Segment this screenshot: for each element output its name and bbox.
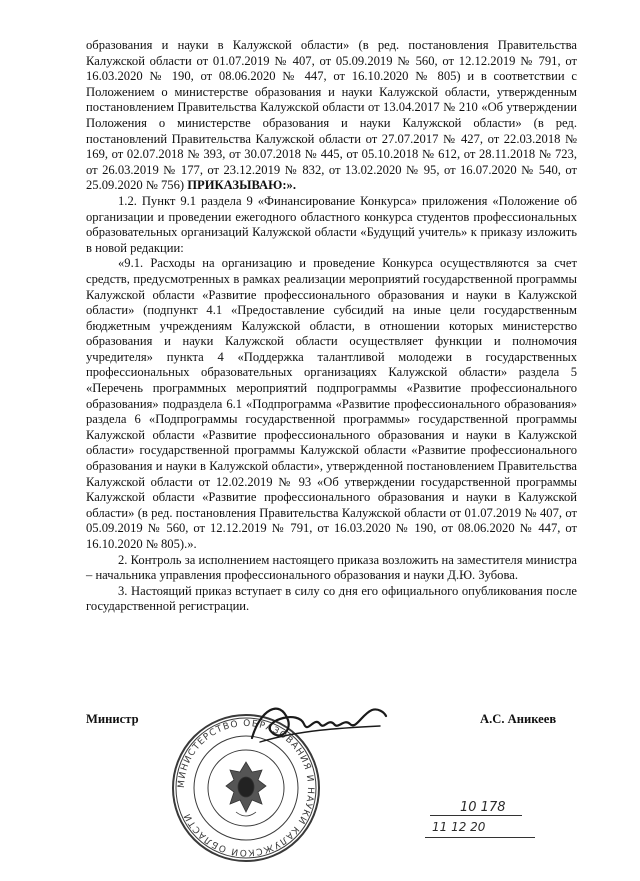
paragraph-3: 3. Настоящий приказ вступает в силу со дня его официального опубликования после государственной регистрации. (86, 583, 577, 614)
registration-line (430, 815, 522, 816)
paragraph-1-2: 1.2. Пункт 9.1 раздела 9 «Финансирование Конкурса» приложения «Положение об организации и проведении ежегодного областного конкурса студентов профессиональных образовательных организаций Калужской области «Будущий учитель» к приказу изложить в новой редакции: (86, 193, 577, 255)
handwritten-signature-icon (240, 690, 390, 750)
paragraph-preamble (86, 38, 577, 194)
signatory-title: Министр (86, 712, 139, 726)
registration-number: 10 178 (460, 800, 506, 815)
preamble-text: образования и науки в Калужской области» (в ред. постановления Правительства Калужской области от 01.07.2019 № 407, от 05.09.2019 № 560, от 12.12.2019 № 791, от 16.03.2020 № 190, от 08.06.2020 № 447, от 16.10.2020 № 805) и в соответствии с Положением о министерстве образования и науки Калужской области, утвержденным постановлением Правительства Калужской области от 13.04.2017 № 210 «Об утверждении Положения о министерстве образования и науки Калужской области» (в ред. постановлений Правительства Калужской области от 27.07.2017 № 427, от 22.03.2018 № 169, от 02.07.2018 № 393, от 30.07.2018 № 445, от 05.10.2018 № 612, от 28.11.2018 № 723, от 26.03.2019 № 177, от 23.12.2019 № 832, от 13.02.2020 № 95, от 16.07.2020 № 540, от 25.09.2020 № 756) (86, 38, 577, 193)
paragraph-9-1: «9.1. Расходы на организацию и проведение Конкурса осуществляются за счет средств, предусмотренных в рамках реализации мероприятий государственной программы Калужской области «Развитие профессионального образования и науки в Калужской области» (подпункт 4.1 «Предоставление субсидий на иные цели государственным бюджетным учреждениям Калужской области, в отношении которых министерство образования и науки Калужской области осуществляет функции и полномочия учредителя» пункта 4 «Поддержка талантливой молодежи в государственных профессиональных образовательных организациях Калужской области» раздела 5 «Перечень программных мероприятий подпрограммы «Развитие профессионального образования» подраздела 6.1 «Подпрограмма «Развитие профессионального образования» раздела 6 «Подпрограммы государственной программы» государственной программы Калужской области «Развитие профессионального образования и науки в Калужской области» государственной программы Калужской области «Развитие профессионального образования и науки в Калужской области», утвержденной постановлением Правительства Калужской области от 12.02.2019 № 93 «Об утверждении государственной программы Калужской области «Развитие профессионального образования и науки в Калужской области» (в ред. постановления Правительства Калужской области от 01.07.2019 № 407, от 05.09.2019 № 560, от 12.12.2019 № 791, от 16.03.2020 № 190, от 08.06.2020 № 447, от 16.10.2020 № 805).». (86, 256, 577, 551)
paragraph-2: 2. Контроль за исполнением настоящего приказа возложить на заместителя министра – начальника управления профессионального образования и науки Д.Ю. Зубова. (86, 552, 577, 583)
order-word: ПРИКАЗЫВАЮ:». (187, 178, 296, 193)
registration-date: 11 12 20 (432, 820, 486, 834)
order-body (86, 38, 577, 615)
signatory-name: А.С. Аникеев (480, 712, 557, 726)
svg-text:МИНИСТЕРСТВО ОБРАЗОВАНИЯ И НАУ: МИНИСТЕРСТВО ОБРАЗОВАНИЯ И НАУКИ КАЛУЖСКОЙ ОБЛАСТИ (176, 718, 316, 858)
registration-date-line (425, 837, 535, 838)
